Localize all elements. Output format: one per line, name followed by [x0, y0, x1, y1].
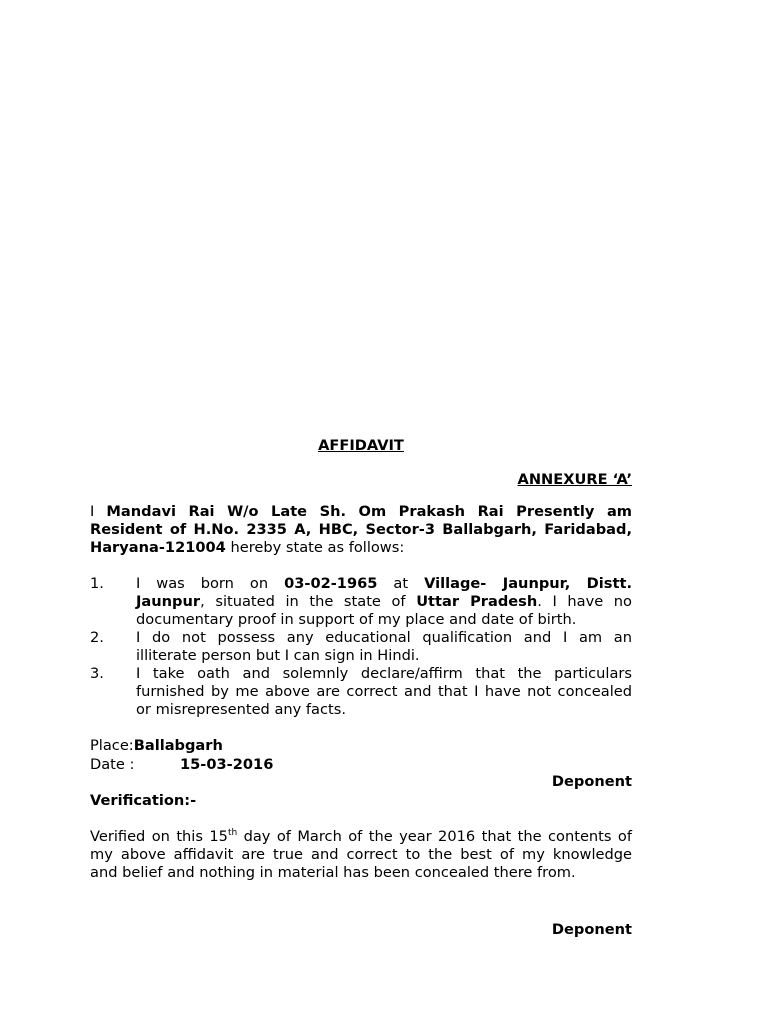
intro-line-2: Resident of H.No. 2335 A, HBC, Sector-3 Ballabgarh, Faridabad, — [90, 521, 632, 538]
verification-line-1: Verified on this 15th day of March of the year 2016 that the contents of — [90, 828, 632, 845]
verification-line-3: and belief and nothing in material has been concealed there from. — [90, 864, 576, 881]
place-label: Place: — [90, 737, 134, 754]
item-1-line-3: documentary proof in support of my place and date of birth. — [136, 611, 577, 628]
item-3-line-2: furnished by me above are correct and that I have not concealed — [136, 683, 632, 700]
item-number: 1. — [90, 575, 104, 592]
item-1-line-2: Jaunpur, situated in the state of Uttar Pradesh. I have no — [136, 593, 632, 610]
date-row — [90, 756, 632, 774]
place-value: Ballabgarh — [133, 737, 223, 754]
deponent-label: Deponent — [551, 773, 632, 790]
annexure-label: ANNEXURE ‘A’ — [517, 471, 632, 488]
document-title: AFFIDAVIT — [318, 437, 404, 454]
item-number: 3. — [90, 665, 104, 682]
date-value: 15-03-2016 — [180, 756, 274, 773]
deponent-label-bottom: Deponent — [551, 921, 632, 938]
verification-line-2: my above affidavit are true and correct to the best of my knowledge — [90, 846, 632, 863]
item-number: 2. — [90, 629, 104, 646]
item-3-line-3: or misrepresented any facts. — [136, 701, 346, 718]
item-2-line-1: I do not possess any educational qualification and I am an — [136, 629, 632, 646]
item-1-line-1: I was born on 03-02-1965 at Village- Jaunpur, Distt. — [136, 575, 632, 592]
item-2-line-2: illiterate person but I can sign in Hindi. — [136, 647, 420, 664]
intro-line-3: Haryana-121004 hereby state as follows: — [90, 539, 405, 556]
verification-heading: Verification:- — [90, 792, 197, 809]
item-3-line-1: I take oath and solemnly declare/affirm that the particulars — [136, 665, 632, 682]
deponent-name: Mandavi Rai W/o Late Sh. Om Prakash Rai Presently am — [106, 503, 632, 520]
place-row — [90, 737, 632, 755]
intro-line-1: I Mandavi Rai W/o Late Sh. Om Prakash Rai Presently am — [90, 503, 632, 520]
document-page — [90, 0, 632, 1024]
date-label: Date : — [90, 756, 135, 773]
